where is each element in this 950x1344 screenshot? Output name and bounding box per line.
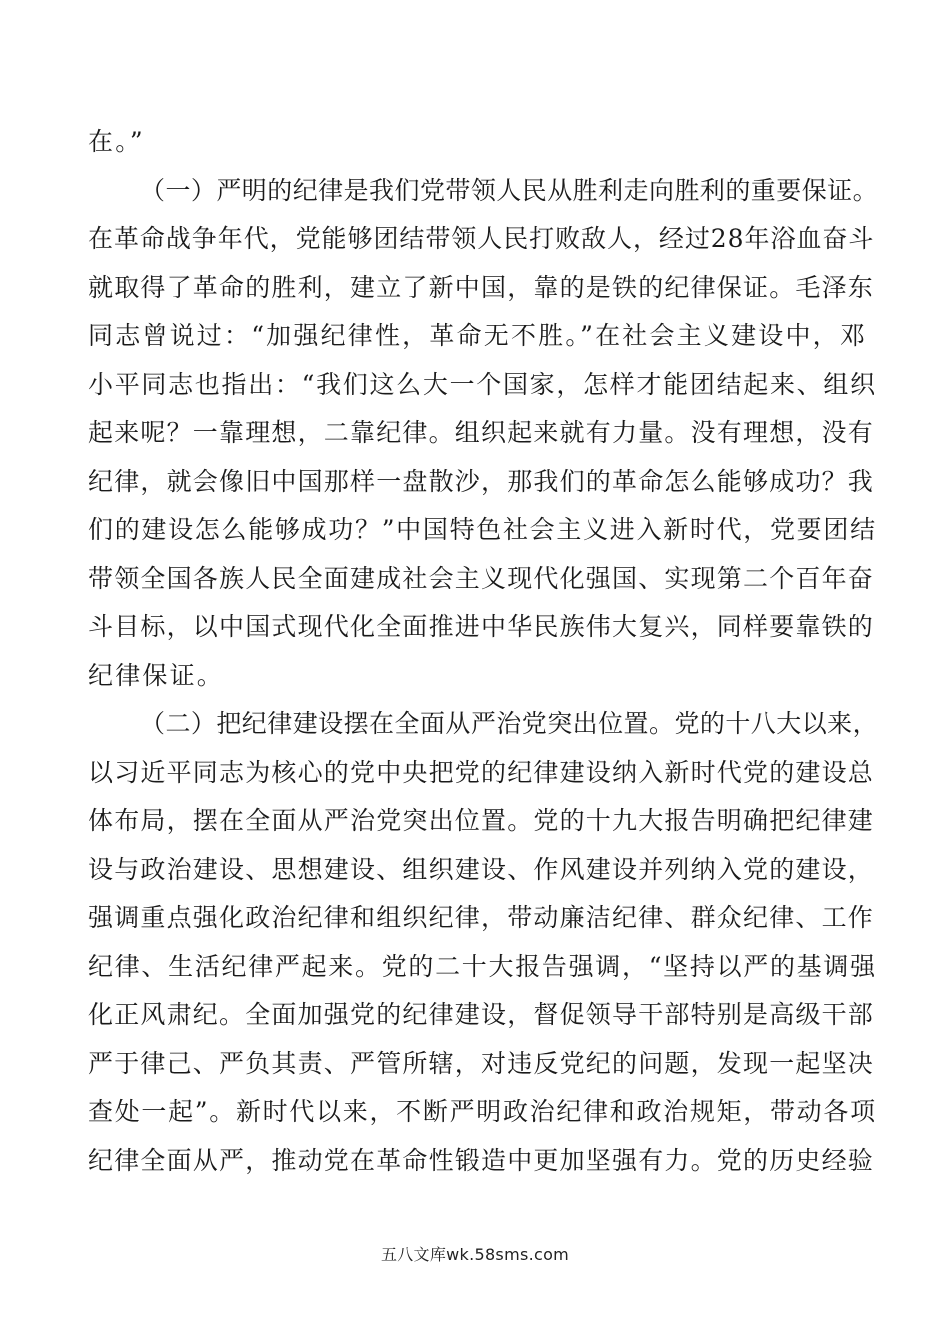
- text-line: 设与政治建设、思想建设、组织建设、作风建设并列纳入党的建设，: [88, 854, 875, 884]
- text-line: 以习近平同志为核心的党中央把党的纪律建设纳入新时代党的建设总: [88, 757, 875, 787]
- text-line: 体布局，摆在全面从严治党突出位置。党的十九大报告明确把纪律建: [88, 806, 875, 835]
- text-line: 严于律己、严负其责、严管所辖，对违反党纪的问题，发现一起坚决: [88, 1048, 875, 1078]
- text-line: 纪律全面从严，推动党在革命性锻造中更加坚强有力。党的历史经验: [88, 1145, 875, 1175]
- text-line: 查处一起”。新时代以来，不断严明政治纪律和政治规矩，带动各项: [88, 1097, 877, 1126]
- text-line: 纪律保证。: [88, 660, 225, 690]
- text-line: 起来呢？一靠理想，二靠纪律。组织起来就有力量。没有理想，没有: [88, 418, 875, 447]
- text-line: 化正风肃纪。全面加强党的纪律建设，督促领导干部特别是高级干部: [88, 1000, 875, 1029]
- paragraph-heading-2: （二）把纪律建设摆在全面从严治党突出位置。党的十八大以来，: [140, 709, 879, 738]
- text-line: 强调重点强化政治纪律和组织纪律，带动廉洁纪律、群众纪律、工作: [88, 903, 875, 932]
- body-text: [88, 118, 878, 1185]
- text-line: 同志曾说过：“加强纪律性，革命无不胜。”在社会主义建设中，邓: [88, 321, 868, 350]
- text-line: 纪律、生活纪律严起来。党的二十大报告强调，“坚持以严的基调强: [88, 951, 877, 981]
- paragraph-heading-1: （一）严明的纪律是我们党带领人民从胜利走向胜利的重要保证。: [140, 175, 879, 205]
- text-line: 就取得了革命的胜利，建立了新中国，靠的是铁的纪律保证。毛泽东: [88, 272, 875, 302]
- text-line: 小平同志也指出：“我们这么大一个国家，怎样才能团结起来、组织: [88, 369, 877, 399]
- page-footer: 五八文库wk.58sms.com: [380, 1245, 570, 1264]
- text-line: 带领全国各族人民全面建成社会主义现代化强国、实现第二个百年奋: [88, 563, 875, 593]
- text-line: 斗目标，以中国式现代化全面推进中华民族伟大复兴，同样要靠铁的: [88, 612, 875, 641]
- text-line: 在。”: [88, 127, 145, 156]
- text-line: 纪律，就会像旧中国那样一盘散沙，那我们的革命怎么能够成功？我: [88, 466, 875, 496]
- text-line: 在革命战争年代，党能够团结带领人民打败敌人，经过28年浴血奋斗: [88, 224, 875, 253]
- text-line: 们的建设怎么能够成功？”中国特色社会主义进入新时代，党要团结: [88, 515, 877, 544]
